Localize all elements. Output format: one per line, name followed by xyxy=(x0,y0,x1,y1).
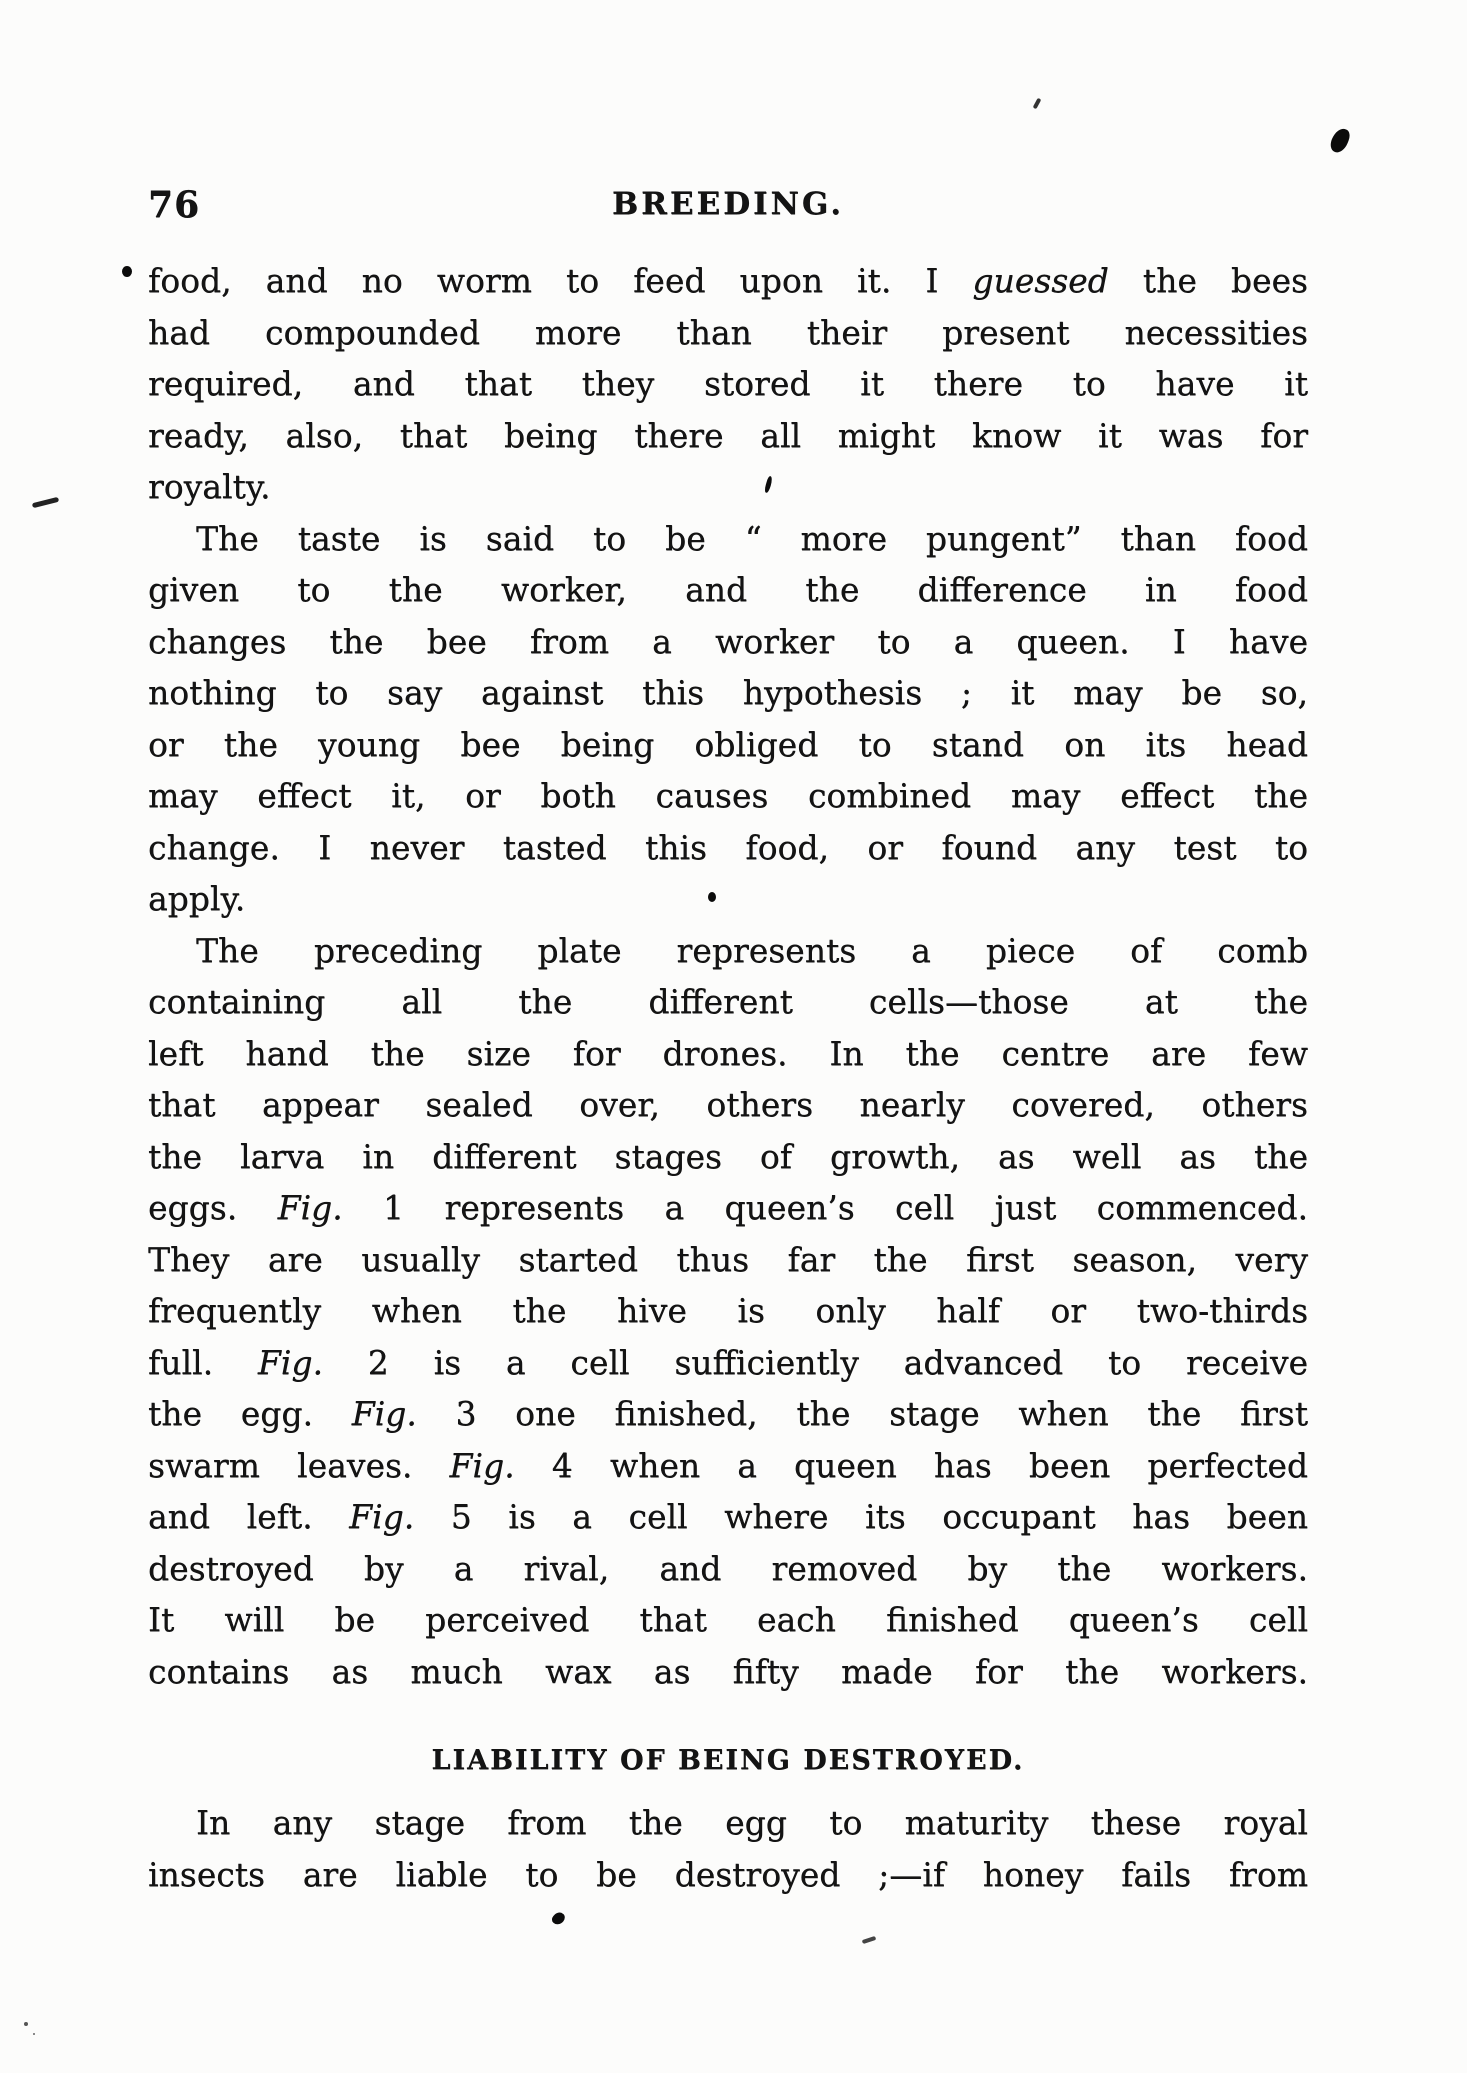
text-line: nothing to say against this hypothesis ; it may be so, xyxy=(148,673,1308,712)
running-header-title: BREEDING. xyxy=(611,186,845,222)
text-line: contains as much wax as fifty made for the workers. xyxy=(148,1651,1308,1691)
section-heading: LIABILITY OF BEING DESTROYED. xyxy=(431,1745,1025,1776)
text-line: changes the bee from a worker to a queen. I have xyxy=(148,621,1308,661)
ink-dot-left-margin-top xyxy=(122,266,132,277)
text-line: that appear sealed over, others nearly covered, others xyxy=(148,1085,1308,1124)
running-head-row xyxy=(148,184,1308,228)
text-line: ready, also, that being there all might know it was for xyxy=(148,415,1308,455)
text-line: or the young bee being obliged to stand on its head xyxy=(148,724,1308,764)
text-line: given to the worker, and the difference in food xyxy=(148,570,1308,609)
text-line: The preceding plate represents a piece of comb xyxy=(196,930,1308,970)
text-line: apply. xyxy=(148,879,246,918)
ink-specks-bottom-left xyxy=(24,2022,28,2026)
text-line: containing all the different cells—those at the xyxy=(148,982,1308,1021)
pencil-dash-left-margin xyxy=(32,497,59,508)
text-line: required, and that they stored it there to have it xyxy=(148,364,1308,403)
text-line: full. Fig. 2 is a cell sufficiently advanced to receive xyxy=(148,1342,1308,1382)
text-line: destroyed by a rival, and removed by the workers. xyxy=(148,1548,1308,1588)
text-line: change. I never tasted this food, or found any test to xyxy=(148,827,1308,867)
text-line: the larva in different stages of growth, as well as the xyxy=(148,1136,1308,1176)
text-line: left hand the size for drones. In the centre are few xyxy=(148,1033,1308,1073)
ink-dot-bottom-center xyxy=(550,1910,567,1927)
text-line: They are usually started thus far the first season, very xyxy=(148,1239,1308,1279)
page-number: 76 xyxy=(148,184,201,226)
text-line: In any stage from the egg to maturity these royal xyxy=(196,1803,1308,1842)
text-line: insects are liable to be destroyed ;—if honey fails from xyxy=(148,1854,1308,1894)
text-line: and left. Fig. 5 is a cell where its occupant has been xyxy=(148,1497,1308,1536)
text-line: eggs. Fig. 1 represents a queen’s cell just commenced. xyxy=(148,1188,1308,1227)
text-line: royalty. xyxy=(148,467,271,506)
body-text-block-lower xyxy=(148,1797,1308,1900)
text-line: The taste is said to be “ more pungent” than food xyxy=(196,518,1308,558)
ink-dot-mid-page xyxy=(708,892,716,902)
text-line: had compounded more than their present necessities xyxy=(148,312,1308,352)
text-line: swarm leaves. Fig. 4 when a queen has been perfected xyxy=(148,1445,1308,1485)
ink-speck-top xyxy=(1033,98,1042,110)
text-line: frequently when the hive is only half or two-thirds xyxy=(148,1291,1308,1330)
text-line: may effect it, or both causes combined may effect the xyxy=(148,776,1308,815)
text-line: It will be perceived that each finished queen’s cell xyxy=(148,1600,1308,1639)
ink-blot-top-right xyxy=(1328,126,1352,155)
ink-dash-bottom-right xyxy=(862,1936,877,1944)
body-text-block-upper xyxy=(148,255,1308,1697)
text-line: food, and no worm to feed upon it. I guessed the bees xyxy=(148,261,1308,300)
text-line: the egg. Fig. 3 one finished, the stage when the first xyxy=(148,1394,1308,1433)
